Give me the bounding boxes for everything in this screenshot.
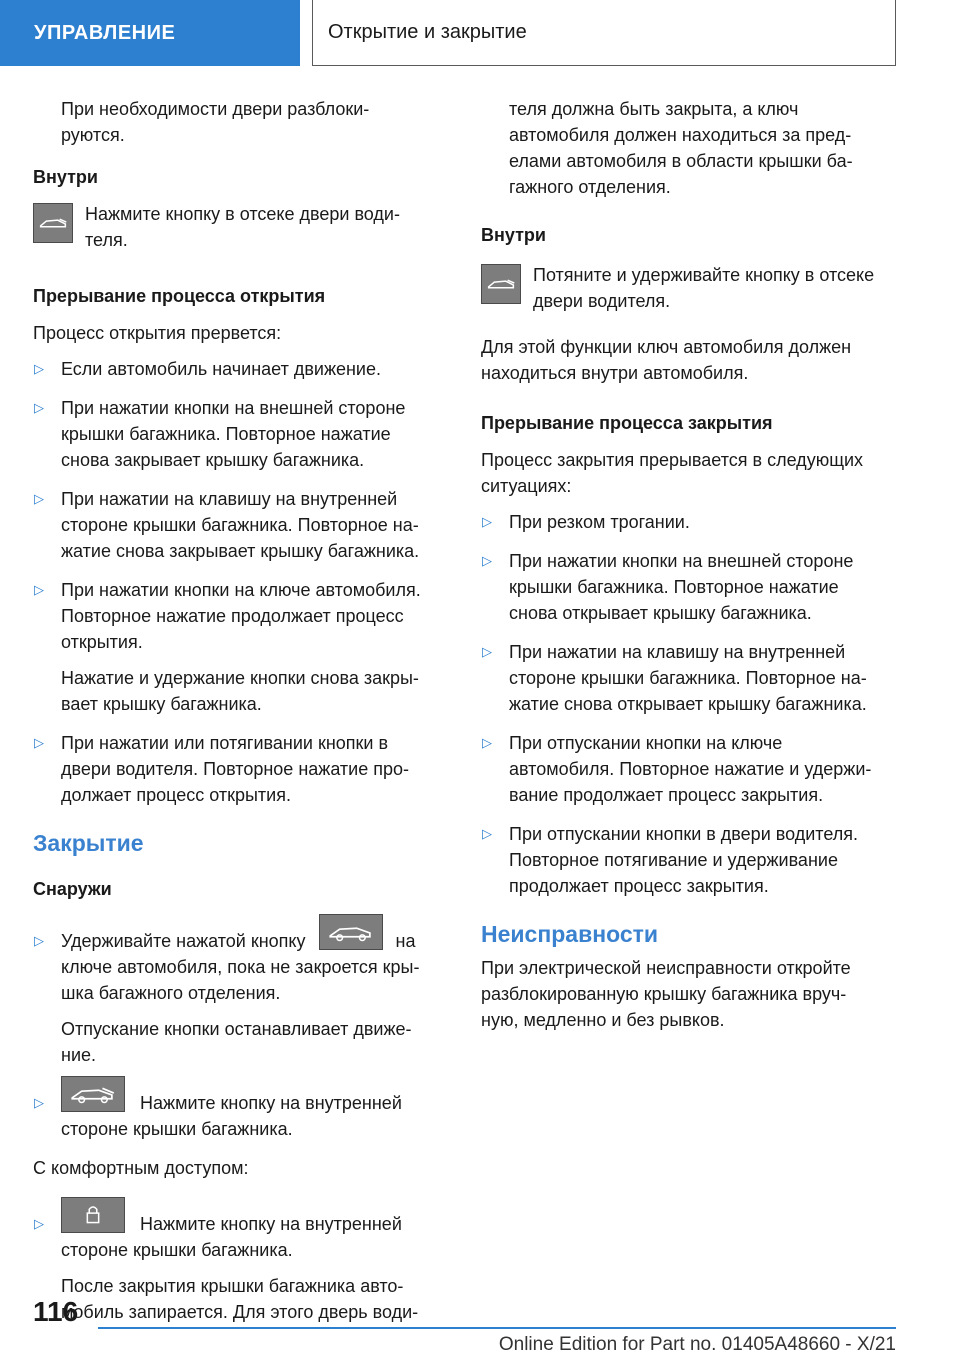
- text-fragment: на: [395, 931, 416, 951]
- text-line: двери водителя.: [533, 291, 671, 311]
- bullet-triangle-icon: ▷: [34, 582, 44, 597]
- text-fragment: Нажмите кнопку на внутренней: [140, 1093, 402, 1113]
- list-item: [481, 509, 899, 535]
- text-line: [61, 1090, 451, 1116]
- unlock-paragraph: [33, 96, 451, 148]
- bullet-triangle-icon: ▷: [34, 933, 44, 948]
- heading-inside: Внутри: [481, 225, 546, 245]
- bullet-triangle-icon: ▷: [482, 826, 492, 841]
- text-line: Процесс закрытия прерывается в следующих: [481, 450, 864, 470]
- bullet-triangle-icon: ▷: [482, 735, 492, 750]
- comfort-access: С комфортным доступом:: [33, 1158, 249, 1178]
- footer-divider: [98, 1327, 896, 1329]
- bullet-triangle-icon: ▷: [34, 1095, 44, 1110]
- heading-malfunction: Неисправности: [481, 921, 659, 947]
- list-item: [33, 356, 451, 382]
- page-number: 116: [33, 1296, 79, 1327]
- text-line: должает процесс открытия.: [61, 785, 291, 805]
- text-line: стороне крышки багажника.: [61, 1240, 293, 1260]
- list-item: [33, 1090, 451, 1142]
- text-line: снова закрывает крышку багажника.: [61, 450, 365, 470]
- text-line: мобиль запирается. Для этого дверь води-: [61, 1302, 419, 1322]
- text-line: Отпускание кнопки останавливает движе-: [61, 1019, 412, 1039]
- list-item: [481, 730, 899, 808]
- text-line: При нажатии на клавишу на внутренней: [509, 642, 846, 662]
- bullet-triangle-icon: ▷: [34, 1216, 44, 1231]
- list-item: [33, 730, 451, 808]
- bullet-triangle-icon: ▷: [34, 735, 44, 750]
- text-line: ную, медленно и без рывков.: [481, 1010, 725, 1030]
- text-line: При отпускании кнопки на ключе: [509, 733, 783, 753]
- text-line: ние.: [61, 1045, 97, 1065]
- text-line: двери водителя. Повторное нажатие про-: [61, 759, 410, 779]
- continued-paragraph: [481, 96, 899, 200]
- lock-icon: [61, 1197, 125, 1233]
- text-line: автомобиля должен находиться за пред-: [509, 125, 852, 145]
- text-line: гажного отделения.: [509, 177, 671, 197]
- text-line: разблокированную крышку багажника вруч-: [481, 984, 847, 1004]
- footer-edition: Online Edition for Part no. 01405A48660 - X/21: [498, 1334, 896, 1355]
- page-title: Открытие и закрытие: [312, 0, 896, 66]
- text-line: шка багажного отделения.: [61, 983, 281, 1003]
- interrupt-intro: Процесс открытия прервется:: [33, 323, 282, 343]
- text-line: При отпускании кнопки в двери водителя.: [509, 824, 858, 844]
- text-line: елами автомобиля в области крышки ба-: [509, 151, 853, 171]
- list-item: [481, 548, 899, 626]
- text-line: При нажатии кнопки на внешней стороне: [509, 551, 854, 571]
- list-item: [33, 486, 451, 564]
- text-line: Нажмите кнопку в отсеке двери води-: [85, 204, 400, 224]
- text-line: крышки багажника. Повторное нажатие: [509, 577, 839, 597]
- text-line: жатие снова закрывает крышку багажника.: [61, 541, 420, 561]
- text-line: Нажатие и удержание кнопки снова закры-: [61, 668, 419, 688]
- list-item: [481, 639, 899, 717]
- right-column: [481, 96, 899, 1049]
- bullet-triangle-icon: ▷: [482, 553, 492, 568]
- text-line: Если автомобиль начинает движение.: [61, 359, 382, 379]
- text-line: При нажатии кнопки на внешней стороне: [61, 398, 406, 418]
- text-line: После закрытия крышки багажника авто-: [61, 1276, 404, 1296]
- car-trunk-icon: [319, 914, 383, 950]
- text-line: продолжает процесс закрытия.: [509, 876, 769, 896]
- text-line: При нажатии или потягивании кнопки в: [61, 733, 389, 753]
- list-item: [481, 821, 899, 899]
- text-line: стороне крышки багажника.: [61, 1119, 293, 1139]
- text-line: Повторное нажатие продолжает процесс: [61, 606, 404, 626]
- text-line: снова открывает крышку багажника.: [509, 603, 812, 623]
- text-line: крышки багажника. Повторное нажатие: [61, 424, 391, 444]
- text-line: При нажатии кнопки на ключе автомобиля.: [61, 580, 421, 600]
- text-line: автомобиля. Повторное нажатие и удержи-: [509, 759, 872, 779]
- text-line: руются.: [61, 125, 125, 145]
- text-line: Повторное потягивание и удерживание: [509, 850, 838, 870]
- text-line: стороне крышки багажника. Повторное на-: [61, 515, 419, 535]
- bullet-triangle-icon: ▷: [482, 644, 492, 659]
- text-line: вает крышку багажника.: [61, 694, 262, 714]
- left-column: [33, 96, 451, 1338]
- text-line: Для этой функции ключ автомобиля должен: [481, 337, 852, 357]
- heading-interrupt-open: Прерывание процесса открытия: [33, 286, 326, 306]
- list-item: [33, 928, 451, 1068]
- text-line: теля должна быть закрыта, а ключ: [509, 99, 799, 119]
- text-fragment: Удерживайте нажатой кнопку: [61, 931, 306, 951]
- text-line: жатие снова открывает крышку багажника.: [509, 694, 867, 714]
- text-line: [61, 928, 451, 954]
- bullet-triangle-icon: ▷: [482, 514, 492, 529]
- text-line: вание продолжает процесс закрытия.: [509, 785, 824, 805]
- inside-instruction: [33, 201, 451, 253]
- heading-interrupt-close: Прерывание процесса закрытия: [481, 413, 773, 433]
- inside-instruction: [481, 262, 899, 314]
- heading-outside: Снаружи: [33, 879, 112, 899]
- text-line: ключе автомобиля, пока не закроется кры-: [61, 957, 420, 977]
- car-trunk-icon: [481, 264, 521, 304]
- text-line: находиться внутри автомобиля.: [481, 363, 749, 383]
- heading-inside: Внутри: [33, 167, 98, 187]
- malfunction-paragraph: [481, 955, 899, 1033]
- interrupt-intro: [481, 447, 899, 499]
- list-item: [33, 1211, 451, 1325]
- list-item: [33, 577, 451, 717]
- text-line: открытия.: [61, 632, 143, 652]
- text-line: ситуациях:: [481, 476, 572, 496]
- list-item: [33, 395, 451, 473]
- text-line: [61, 1211, 451, 1237]
- text-line: Потяните и удерживайте кнопку в отсеке: [533, 265, 875, 285]
- text-fragment: Нажмите кнопку на внутренней: [140, 1214, 402, 1234]
- car-trunk-icon: [61, 1076, 125, 1112]
- text-line: При необходимости двери разблоки-: [61, 99, 370, 119]
- function-note: [481, 334, 899, 386]
- heading-closing: Закрытие: [33, 830, 144, 856]
- car-trunk-icon: [33, 203, 73, 243]
- text-line: При электрической неисправности откройте: [481, 958, 851, 978]
- text-line: теля.: [85, 230, 128, 250]
- bullet-triangle-icon: ▷: [34, 400, 44, 415]
- section-tab: УПРАВЛЕНИЕ: [0, 0, 300, 66]
- bullet-triangle-icon: ▷: [34, 361, 44, 376]
- text-line: стороне крышки багажника. Повторное на-: [509, 668, 867, 688]
- text-line: При резком трогании.: [509, 512, 690, 532]
- text-line: При нажатии на клавишу на внутренней: [61, 489, 398, 509]
- bullet-triangle-icon: ▷: [34, 491, 44, 506]
